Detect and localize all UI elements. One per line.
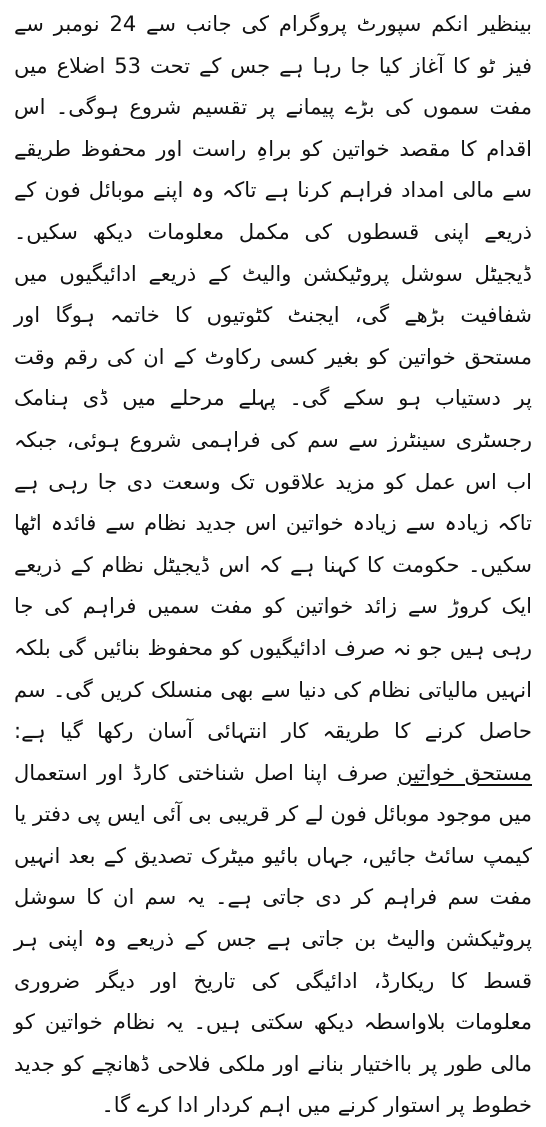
article-text-part-2: صرف اپنا اصل شناختی کارڈ اور استعمال میں موجود موبائل فون لے کر قریبی بی آئی ایس پی دفتر یا کیمپ سائٹ جائیں، جہاں بائیو میٹرک تصدیق کے بعد انہیں مفت سم فراہم کر دی جاتی ہے۔ یہ سم ان کا سوشل پروٹیکشن والیٹ بن جاتی ہے جس کے ذریعے وہ اپنی ہر قسط کا ریکارڈ، ادائیگی کی تاریخ اور دیگر ضروری معلومات بلاواسطہ دیکھ سکتی ہیں۔ یہ نظام خواتین کو مالی طور پر بااختیار بنانے اور ملکی فلاحی ڈھانچے کو جدید خطوط پر استوار کرنے میں اہم کردار ادا کرے گا۔ [14,760,532,1118]
underlined-phrase: مستحق خواتین [397,760,532,785]
article-paragraph [14,4,532,1127]
article-text-part-1: بینظیر انکم سپورٹ پروگرام کی جانب سے 24 نومبر سے فیز ٹو کا آغاز کیا جا رہا ہے جس کے تحت 53 اضلاع میں مفت سموں کی بڑے پیمانے پر تقسیم شروع ہوگی۔ اس اقدام کا مقصد خواتین کو براہِ راست اور محفوظ طریقے سے مالی امداد فراہم کرنا ہے تاکہ وہ اپنے موبائل فون کے ذریعے اپنی قسطوں کی مکمل معلومات دیکھ سکیں۔ ڈیجیٹل سوشل پروٹیکشن والیٹ کے ذریعے ادائیگیوں میں شفافیت بڑھے گی، ایجنٹ کٹوتیوں کا خاتمہ ہوگا اور مستحق خواتین کو بغیر کسی رکاوٹ کے ان کی رقم وقت پر دستیاب ہو سکے گی۔ پہلے مرحلے میں ڈی ہنامک رجسٹری سینٹرز سے سم کی فراہمی شروع ہوئی، جبکہ اب اس عمل کو مزید علاقوں تک وسعت دی جا رہی ہے تاکہ زیادہ سے زیادہ خواتین اس جدید نظام سے فائدہ اٹھا سکیں۔ حکومت کا کہنا ہے کہ اس ڈیجیٹل نظام کے ذریعے ایک کروڑ سے زائد خواتین کو مفت سمیں فراہم کی جا رہی ہیں جو نہ صرف ادائیگیوں کو محفوظ بنائیں گی بلکہ انہیں مالیاتی نظام کی دنیا سے بھی منسلک کریں گی۔ سم حاصل کرنے کا طریقہ کار انتہائی آسان رکھا گیا ہے: [14,12,533,744]
